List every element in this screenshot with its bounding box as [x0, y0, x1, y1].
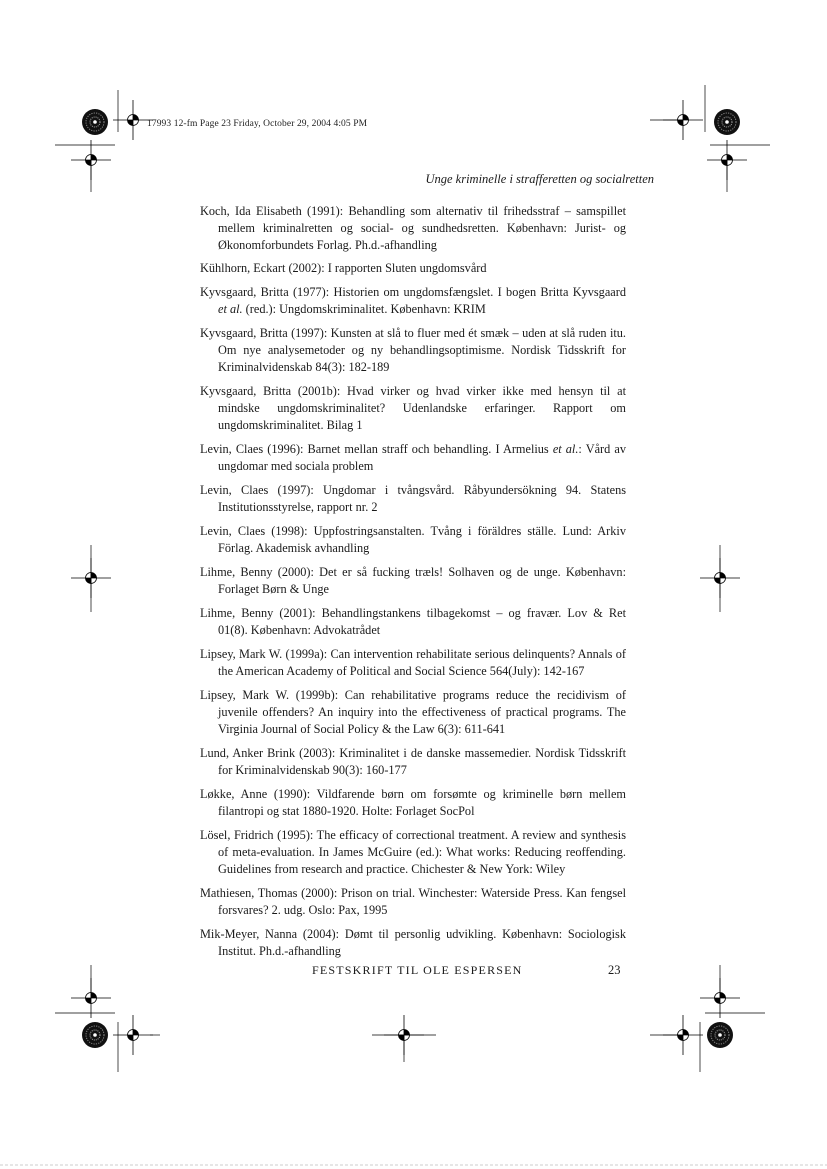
starburst-registration-target-icon [82, 109, 108, 135]
reference-text: Lipsey, Mark W. (1999a): Can intervention rehabilitate serious delinquents? Annals of the American Academy of Political and Social Science 564(July): 142-167 [200, 647, 626, 678]
reference-entry [200, 441, 626, 475]
reference-entry [200, 482, 626, 516]
reference-text: Lihme, Benny (2000): Det er så fucking træls! Solhaven og de unge. København: Forlaget Børn & Unge [200, 565, 626, 596]
reference-text: Lihme, Benny (2001): Behandlingstankens tilbagekomst – og fravær. Lov & Ret 01(8). København: Advokatrådet [200, 606, 626, 637]
reference-text: Kyvsgaard, Britta (2001b): Hvad virker og hvad virker ikke med hensyn til at mindske ungdomskriminalitet? Udenlandske erfaringer. Rapport om ungdomskriminalitet. Bilag 1 [200, 384, 626, 432]
reference-text: Mathiesen, Thomas (2000): Prison on trial. Winchester: Waterside Press. Kan fengsel forsvares? 2. udg. Oslo: Pax, 1995 [200, 886, 626, 917]
reference-text: Lund, Anker Brink (2003): Kriminalitet i de danske massemedier. Nordisk Tidsskrift for Kriminalvidenskab 90(3): 160-177 [200, 746, 626, 777]
reference-entry [200, 203, 626, 254]
reference-entry [200, 564, 626, 598]
reference-entry [200, 325, 626, 376]
starburst-registration-target-icon [714, 109, 740, 135]
crosshair-registration-mark-icon [700, 558, 740, 598]
crosshair-registration-mark-icon [113, 1015, 153, 1055]
running-head: Unge kriminelle i strafferetten og socialretten [425, 172, 654, 186]
starburst-registration-target-icon [82, 1022, 108, 1048]
reference-entry [200, 260, 626, 277]
reference-entry [200, 284, 626, 318]
reference-text: Mik-Meyer, Nanna (2004): Dømt til personlig udvikling. København: Sociologisk Institut. Ph.d.-afhandling [200, 927, 626, 958]
reference-entry [200, 383, 626, 434]
crosshair-registration-mark-icon [71, 978, 111, 1018]
reference-italic: et al. [552, 442, 579, 456]
reference-text: Levin, Claes (1997): Ungdomar i tvångsvård. Råbyundersökning 94. Statens Institutionsstyrelse, rapport nr. 2 [200, 483, 626, 514]
reference-text-tail: : Vård av ungdomar med sociala problem [218, 442, 626, 473]
reference-text: Levin, Claes (1998): Uppfostringsanstalten. Tvång i föräldres ställe. Lund: Arkiv Förlag. Akademisk avhandling [200, 524, 626, 555]
crosshair-registration-mark-icon [663, 1015, 703, 1055]
reference-text: Levin, Claes (1996): Barnet mellan straff och behandling. I Armelius [200, 442, 553, 456]
reference-text: Kyvsgaard, Britta (1977): Historien om ungdomsfængslet. I bogen Britta Kyvsgaard [200, 285, 626, 299]
reference-entry [200, 786, 626, 820]
crosshair-registration-mark-icon [71, 558, 111, 598]
reference-entry [200, 745, 626, 779]
reference-text-tail: (red.): Ungdomskriminalitet. København: KRIM [242, 302, 486, 316]
reference-text: Koch, Ida Elisabeth (1991): Behandling som alternativ til frihedsstraf – samspillet mellem kriminalretten og social- og sundhedsretten. København: Jurist- og Økonomforbundets Forlag. Ph.d.-afhandling [200, 204, 626, 252]
reference-text: Løkke, Anne (1990): Vildfarende børn om forsømte og kriminelle børn mellem filantropi og stat 1880-1920. Holte: Forlaget SocPol [200, 787, 626, 818]
reference-text: Kühlhorn, Eckart (2002): I rapporten Sluten ungdomsvård [200, 261, 487, 275]
reference-text: Lösel, Fridrich (1995): The efficacy of correctional treatment. A review and synthesis of meta-evaluation. In James McGuire (ed.): What works: Reducing reoffending. Guidelines from research and practice. Chichester & New York: Wiley [200, 828, 626, 876]
reference-text: Kyvsgaard, Britta (1997): Kunsten at slå to fluer med ét smæk – uden at slå ruden itu. Om nye analysemetoder og ny behandlingsoptimisme. Nordisk Tidsskrift for Kriminalvidenskab 84(3): 182-189 [200, 326, 626, 374]
reference-text: Lipsey, Mark W. (1999b): Can rehabilitative programs reduce the recidivism of juvenile offenders? An inquiry into the effectiveness of practical programs. The Virginia Journal of Social Policy & the Law 6(3): 611-641 [200, 688, 626, 736]
footer-book-title: FESTSKRIFT TIL OLE ESPERSEN [312, 963, 523, 977]
reference-italic: et al. [218, 302, 243, 316]
print-slug-line: 17993 12-fm Page 23 Friday, October 29, 2004 4:05 PM [147, 119, 368, 129]
reference-entry [200, 605, 626, 639]
starburst-registration-target-icon [707, 1022, 733, 1048]
reference-list [200, 203, 626, 967]
reference-entry [200, 885, 626, 919]
crosshair-registration-mark-icon [663, 100, 703, 140]
reference-entry [200, 926, 626, 960]
reference-entry [200, 523, 626, 557]
reference-entry [200, 687, 626, 738]
page-number: 23 [608, 963, 621, 977]
crosshair-registration-mark-icon [700, 978, 740, 1018]
reference-entry [200, 827, 626, 878]
reference-entry [200, 646, 626, 680]
